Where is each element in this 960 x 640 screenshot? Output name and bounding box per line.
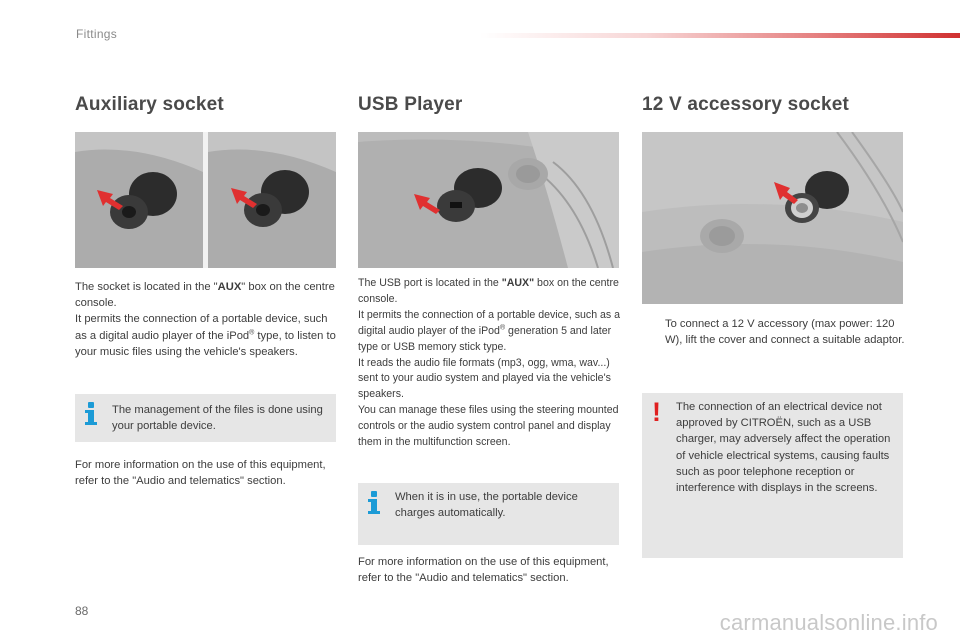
section-title: Fittings bbox=[76, 27, 118, 41]
accessory-socket-column bbox=[642, 94, 904, 116]
accessory-warning-note: ! The connection of an electrical device not approved by CITROËN, such as a USB charger, may adversely affect the operation of vehicle electrical systems, causing faults such as poor telephone reception or interference with displays in the screens. bbox=[642, 393, 903, 558]
auxiliary-socket-description: The socket is located in the "AUX" box on the centre console. It permits the connection of a portable device, such as a digital audio player of the iPod® type, to listen to your music files using the vehicle's speakers. bbox=[75, 281, 336, 358]
info-icon bbox=[369, 491, 379, 515]
header-accent-bar bbox=[480, 33, 960, 38]
accessory-socket-heading: 12 V accessory socket bbox=[642, 94, 850, 115]
page-number: 88 bbox=[75, 604, 89, 618]
usb-player-description: The USB port is located in the "AUX" box on the centre console. It permits the connection of a portable device, such as a digital audio player of the iPod® generation 5 and later type or USB memory stick type. It reads the audio file formats (mp3, ogg, wma, wav...) sent to your audio system and played via the vehicle's speakers. You can manage these files using the steering mounted controls or the audio system control panel and display them in the multifunction screen. bbox=[358, 277, 621, 449]
accessory-socket-photo bbox=[642, 132, 903, 304]
usb-player-photo bbox=[358, 132, 619, 268]
auxiliary-socket-column bbox=[75, 94, 337, 116]
watermark: carmanualsonline.info bbox=[719, 610, 938, 635]
usb-player-column bbox=[358, 94, 620, 116]
accessory-socket-instruction: To connect a 12 V accessory (max power: 120 W), lift the cover and connect a suitable adaptor. bbox=[665, 318, 905, 347]
auxiliary-info-note: The management of the files is done using your portable device. bbox=[75, 394, 336, 442]
warning-icon: ! bbox=[652, 397, 661, 427]
info-icon bbox=[86, 402, 96, 426]
auxiliary-more-info: For more information on the use of this equipment, refer to the "Audio and telematics" section. bbox=[75, 459, 326, 488]
usb-more-info: For more information on the use of this equipment, refer to the "Audio and telematics" section. bbox=[358, 556, 609, 585]
auxiliary-socket-heading: Auxiliary socket bbox=[75, 94, 224, 115]
usb-player-heading: USB Player bbox=[358, 94, 463, 115]
usb-info-note: When it is in use, the portable device charges automatically. bbox=[358, 483, 619, 545]
auxiliary-socket-photo bbox=[75, 132, 336, 268]
